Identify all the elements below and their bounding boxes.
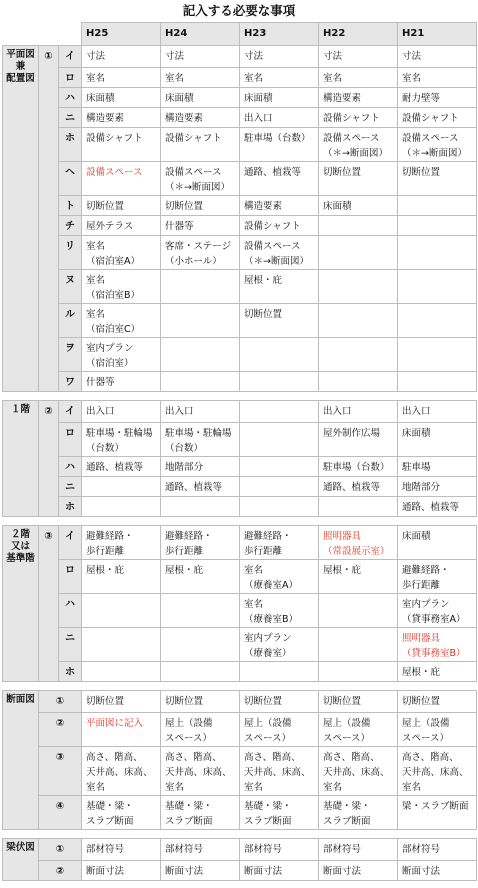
row-marker: ニ <box>59 628 82 662</box>
cell <box>398 304 477 338</box>
cell: 切断位置 <box>161 691 240 713</box>
cell <box>161 270 240 304</box>
cell <box>319 216 398 236</box>
cell <box>398 216 477 236</box>
cell: 室名 <box>161 68 240 88</box>
section-label: １階 <box>3 401 39 517</box>
page-title: 記入する必要な事項 <box>182 3 296 18</box>
table-row <box>3 839 477 861</box>
cell: 切断位置 <box>398 162 477 196</box>
cell: 床面積 <box>319 196 398 216</box>
cell: 切断位置 <box>161 196 240 216</box>
cell: 切断位置 <box>319 162 398 196</box>
header-blank <box>3 23 82 46</box>
cell: 部材符号 <box>161 839 240 861</box>
cell: 室名 <box>82 68 161 88</box>
cell: 駐車場 <box>398 457 477 477</box>
row-marker: ハ <box>59 594 82 628</box>
cell: 屋上（設備 スペース） <box>398 713 477 747</box>
table-row <box>3 216 477 236</box>
row-number: ② <box>39 713 82 747</box>
cell <box>161 338 240 372</box>
table-row <box>3 560 477 594</box>
cell: 設備スペース （＊→断面図） <box>319 128 398 162</box>
table-row <box>3 662 477 682</box>
cell: 床面積 <box>161 88 240 108</box>
table-row <box>3 457 477 477</box>
cell: 室名 <box>319 68 398 88</box>
cell <box>240 457 319 477</box>
cell: 断面寸法 <box>82 861 161 881</box>
cell: 断面寸法 <box>240 861 319 881</box>
cell <box>319 270 398 304</box>
cell: 屋外制作広場 <box>319 423 398 457</box>
row-marker: ヌ <box>59 270 82 304</box>
cell: 出入口 <box>82 401 161 423</box>
cell: 室内プラン （療養室） <box>240 628 319 662</box>
table-row <box>3 497 477 517</box>
cell: 什器等 <box>82 372 161 392</box>
cell: 断面寸法 <box>161 861 240 881</box>
cell: 床面積 <box>398 526 477 560</box>
header-h24: H24 <box>161 23 240 46</box>
cell: 照明器具 （常設展示室） <box>319 526 398 560</box>
cell: 部材符号 <box>82 839 161 861</box>
cell <box>161 372 240 392</box>
cell: 屋根・庇 <box>319 560 398 594</box>
cell: 室名 （宿泊室A） <box>82 236 161 270</box>
cell: 構造要素 <box>161 108 240 128</box>
row-marker: ト <box>59 196 82 216</box>
cell: 室内プラン （宿泊室） <box>82 338 161 372</box>
cell: 梁・スラブ断面 <box>398 796 477 830</box>
cell <box>240 497 319 517</box>
cell <box>319 338 398 372</box>
cell <box>398 196 477 216</box>
row-marker: ロ <box>59 560 82 594</box>
cell: 屋外テラス <box>82 216 161 236</box>
cell: 出入口 <box>161 401 240 423</box>
cell: 避難経路・ 歩行距離 <box>161 526 240 560</box>
section-label: 梁伏図 <box>3 839 39 881</box>
table-row <box>3 747 477 796</box>
cell: 出入口 <box>398 401 477 423</box>
cell: 駐車場・駐輪場 （台数） <box>82 423 161 457</box>
cell: 部材符号 <box>319 839 398 861</box>
cell: 高さ、階高、 天井高、床高、 室名 <box>82 747 161 796</box>
table-row <box>3 108 477 128</box>
cell <box>319 236 398 270</box>
cell: 高さ、階高、 天井高、床高、 室名 <box>319 747 398 796</box>
table-row <box>3 796 477 830</box>
cell: 断面寸法 <box>398 861 477 881</box>
row-marker: イ <box>59 401 82 423</box>
row-marker: ヲ <box>59 338 82 372</box>
cell <box>240 662 319 682</box>
cell: 床面積 <box>398 423 477 457</box>
cell <box>319 594 398 628</box>
table-row <box>3 338 477 372</box>
cell: 通路、植栽等 <box>161 477 240 497</box>
cell: 構造要素 <box>82 108 161 128</box>
table-row <box>3 128 477 162</box>
cell <box>82 628 161 662</box>
section-number: ③ <box>39 526 59 682</box>
cell: 設備シャフト <box>82 128 161 162</box>
cell: 室名 （療養室B） <box>240 594 319 628</box>
cell: 通路、植栽等 <box>240 162 319 196</box>
section-gap <box>3 517 477 526</box>
table-row <box>3 196 477 216</box>
cell: 部材符号 <box>398 839 477 861</box>
row-number: ④ <box>39 796 82 830</box>
cell: 断面寸法 <box>319 861 398 881</box>
cell: 寸法 <box>398 46 477 68</box>
cell: 基礎・梁・ スラブ断面 <box>240 796 319 830</box>
section-label: ２階 又は 基準階 <box>3 526 39 682</box>
cell: 室名 （療養室A） <box>240 560 319 594</box>
cell <box>240 338 319 372</box>
gap-cell <box>3 682 477 691</box>
row-number: ① <box>39 691 82 713</box>
table-row <box>3 691 477 713</box>
cell: 避難経路・ 歩行距離 <box>82 526 161 560</box>
cell: 切断位置 <box>82 196 161 216</box>
gap-cell <box>3 517 477 526</box>
cell: 地階部分 <box>161 457 240 477</box>
cell: 客席・ステージ （小ホール） <box>161 236 240 270</box>
cell: 高さ、階高、 天井高、床高、 室名 <box>240 747 319 796</box>
cell: 構造要素 <box>319 88 398 108</box>
cell: 屋根・庇 <box>82 560 161 594</box>
cell: 設備スペース （＊→断面図） <box>398 128 477 162</box>
row-marker: ル <box>59 304 82 338</box>
row-marker: ニ <box>59 108 82 128</box>
cell: 室名 （宿泊室C） <box>82 304 161 338</box>
cell: 屋根・庇 <box>161 560 240 594</box>
table-row <box>3 236 477 270</box>
cell <box>161 628 240 662</box>
table-row <box>3 423 477 457</box>
cell <box>319 497 398 517</box>
table-row <box>3 46 477 68</box>
table-row <box>3 270 477 304</box>
row-marker: ホ <box>59 497 82 517</box>
cell: 屋上（設備 スペース） <box>319 713 398 747</box>
cell: 屋上（設備 スペース） <box>240 713 319 747</box>
cell: 室内プラン （貸事務室A） <box>398 594 477 628</box>
row-marker: ヘ <box>59 162 82 196</box>
cell: 切断位置 <box>240 304 319 338</box>
row-marker: ニ <box>59 477 82 497</box>
requirements-table <box>2 22 477 881</box>
cell <box>319 662 398 682</box>
cell <box>319 304 398 338</box>
cell <box>398 236 477 270</box>
header-h21: H21 <box>398 23 477 46</box>
gap-cell <box>3 392 477 401</box>
cell <box>240 477 319 497</box>
section-gap <box>3 682 477 691</box>
row-number: ① <box>39 839 82 861</box>
cell: 基礎・梁・ スラブ断面 <box>319 796 398 830</box>
table-row <box>3 372 477 392</box>
cell <box>161 497 240 517</box>
row-marker: ホ <box>59 662 82 682</box>
cell: 屋根・庇 <box>240 270 319 304</box>
cell: 屋根・庇 <box>398 662 477 682</box>
cell: 室名 <box>398 68 477 88</box>
table-row <box>3 68 477 88</box>
row-marker: イ <box>59 526 82 560</box>
row-marker: ロ <box>59 423 82 457</box>
cell: 寸法 <box>240 46 319 68</box>
cell <box>82 662 161 682</box>
table-row <box>3 162 477 196</box>
row-marker: ワ <box>59 372 82 392</box>
cell: 部材符号 <box>240 839 319 861</box>
cell: 出入口 <box>240 108 319 128</box>
row-marker: イ <box>59 46 82 68</box>
row-marker: リ <box>59 236 82 270</box>
cell: 通路、植栽等 <box>82 457 161 477</box>
cell: 避難経路・ 歩行距離 <box>398 560 477 594</box>
table-row <box>3 88 477 108</box>
header-row <box>3 23 477 46</box>
row-marker: ハ <box>59 457 82 477</box>
header-h23: H23 <box>240 23 319 46</box>
cell: 切断位置 <box>82 691 161 713</box>
row-number: ② <box>39 861 82 881</box>
cell: 寸法 <box>161 46 240 68</box>
cell: 照明器具 （貸事務室B） <box>398 628 477 662</box>
cell <box>161 662 240 682</box>
cell: 什器等 <box>161 216 240 236</box>
cell: 駐車場（台数） <box>319 457 398 477</box>
cell <box>319 372 398 392</box>
cell <box>240 423 319 457</box>
cell: 出入口 <box>319 401 398 423</box>
cell: 通路、植栽等 <box>319 477 398 497</box>
cell: 床面積 <box>240 88 319 108</box>
cell <box>82 594 161 628</box>
cell <box>319 628 398 662</box>
cell: 地階部分 <box>398 477 477 497</box>
table-row <box>3 401 477 423</box>
cell: 設備スペース <box>82 162 161 196</box>
cell: 駐車場（台数） <box>240 128 319 162</box>
row-marker: ホ <box>59 128 82 162</box>
cell <box>398 338 477 372</box>
cell: 切断位置 <box>240 691 319 713</box>
section-label: 平面図 兼 配置図 <box>3 46 39 392</box>
table-row <box>3 861 477 881</box>
cell: 平面図に記入 <box>82 713 161 747</box>
table-row <box>3 713 477 747</box>
table-row <box>3 477 477 497</box>
cell <box>161 594 240 628</box>
cell: 基礎・梁・ スラブ断面 <box>161 796 240 830</box>
header-h25: H25 <box>82 23 161 46</box>
table-row <box>3 628 477 662</box>
cell: 屋上（設備 スペース） <box>161 713 240 747</box>
cell: 室名 （宿泊室B） <box>82 270 161 304</box>
cell <box>398 270 477 304</box>
cell <box>240 401 319 423</box>
cell <box>240 372 319 392</box>
cell: 床面積 <box>82 88 161 108</box>
header-h22: H22 <box>319 23 398 46</box>
section-number: ② <box>39 401 59 517</box>
cell: 耐力壁等 <box>398 88 477 108</box>
row-number: ③ <box>39 747 82 796</box>
table-row <box>3 594 477 628</box>
cell: 設備シャフト <box>398 108 477 128</box>
row-marker: ロ <box>59 68 82 88</box>
cell: 切断位置 <box>398 691 477 713</box>
cell: 設備スペース （＊→断面図） <box>240 236 319 270</box>
cell: 通路、植栽等 <box>398 497 477 517</box>
section-label: 断面図 <box>3 691 39 830</box>
cell: 設備シャフト <box>240 216 319 236</box>
cell: 避難経路・ 歩行距離 <box>240 526 319 560</box>
cell: 切断位置 <box>319 691 398 713</box>
cell: 駐車場・駐輪場 （台数） <box>161 423 240 457</box>
section-number: ① <box>39 46 59 392</box>
cell: 設備スペース （＊→断面図） <box>161 162 240 196</box>
gap-cell <box>3 830 477 839</box>
cell: 設備シャフト <box>319 108 398 128</box>
cell <box>82 497 161 517</box>
cell <box>161 304 240 338</box>
cell: 構造要素 <box>240 196 319 216</box>
cell: 室名 <box>240 68 319 88</box>
row-marker: ハ <box>59 88 82 108</box>
cell: 基礎・梁・ スラブ断面 <box>82 796 161 830</box>
cell: 高さ、階高、 天井高、床高、 室名 <box>161 747 240 796</box>
cell <box>82 477 161 497</box>
cell: 高さ、階高、 天井高、床高、 室名 <box>398 747 477 796</box>
cell: 設備シャフト <box>161 128 240 162</box>
row-marker: チ <box>59 216 82 236</box>
section-gap <box>3 830 477 839</box>
table-row <box>3 526 477 560</box>
cell: 寸法 <box>319 46 398 68</box>
cell <box>398 372 477 392</box>
table-row <box>3 304 477 338</box>
section-gap <box>3 392 477 401</box>
cell: 寸法 <box>82 46 161 68</box>
